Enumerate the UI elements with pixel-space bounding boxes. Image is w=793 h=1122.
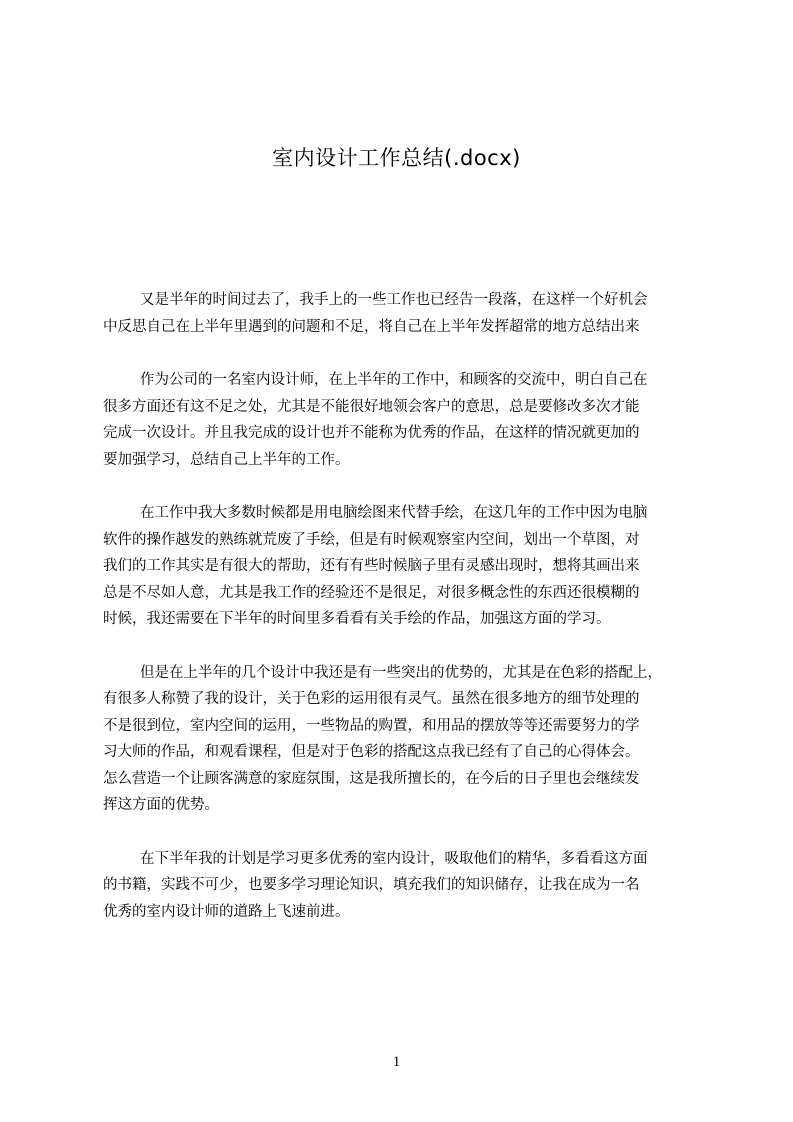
paragraph-line: 时候，我还需要在下半年的时间里多看看有关手绘的作品，加强这方面的学习。	[103, 611, 611, 627]
paragraph-line: 作为公司的一名室内设计师，在上半年的工作中，和顾客的交流中，明白自己在	[140, 372, 648, 388]
paragraph-line: 软件的操作越发的熟练就荒废了手绘，但是有时候观察室内空间，划出一个草图，对	[103, 531, 640, 548]
document-title: 室内设计工作总结(.docx)	[272, 146, 521, 170]
paragraph-line: 中反思自己在上半年里遇到的问题和不足，将自己在上半年发挥超常的地方总结出来	[103, 318, 640, 335]
paragraph-4	[103, 660, 701, 819]
paragraph-line: 我们的工作其实是有很大的帮助，还有有些时候脑子里有灵感出现时，想将其画出来	[103, 558, 640, 574]
paragraph-line: 有很多人称赞了我的设计，关于色彩的运用很有灵气。虽然在很多地方的细节处理的	[103, 691, 640, 707]
paragraph-line: 总是不尽如人意，尤其是我工作的经验还不是很足，对很多概念性的东西还很模糊的	[103, 584, 640, 601]
paragraph-line: 又是半年的时间过去了，我手上的一些工作也已经告一段落，在这样一个好机会	[140, 292, 648, 308]
paragraph-line: 不是很到位，室内空间的运用，一些物品的购置，和用品的摆放等等还需要努力的学	[103, 717, 640, 734]
paragraph-line: 但是在上半年的几个设计中我还是有一些突出的优势的，尤其是在色彩的搭配上，	[140, 664, 662, 681]
paragraph-line: 很多方面还有这不足之处，尤其是不能很好地领会客户的意思，总是要修改多次才能	[103, 398, 640, 415]
paragraph-line: 在下半年我的计划是学习更多优秀的室内设计，吸取他们的精华，多看看这方面	[140, 850, 648, 867]
paragraph-2	[103, 367, 701, 473]
paragraph-line: 挥这方面的优势。	[103, 797, 219, 813]
paragraph-line: 要加强学习，总结自己上半年的工作。	[103, 451, 350, 468]
paragraph-line: 完成一次设计。并且我完成的设计也并不能称为优秀的作品，在这样的情况就更加的	[103, 425, 640, 441]
paragraph-5	[103, 846, 701, 926]
paragraph-line: 习大师的作品，和观看课程，但是对于色彩的搭配这点我已经有了自己的心得体会。	[103, 744, 640, 760]
paragraph-3	[103, 500, 701, 633]
paragraph-line: 在工作中我大多数时候都是用电脑绘图来代替手绘，在这几年的工作中因为电脑	[140, 505, 648, 521]
paragraph-line: 优秀的室内设计师的道路上飞速前进。	[103, 903, 350, 920]
document-body	[103, 287, 701, 952]
paragraph-line: 的书籍，实践不可少，也要多学习理论知识，填充我们的知识储存，让我在成为一名	[103, 877, 640, 893]
paragraph-line: 怎么营造一个让顾客满意的家庭氛围，这是我所擅长的，在今后的日子里也会继续发	[103, 770, 640, 787]
page-number: 1	[392, 1054, 401, 1070]
paragraph-1	[103, 287, 701, 340]
